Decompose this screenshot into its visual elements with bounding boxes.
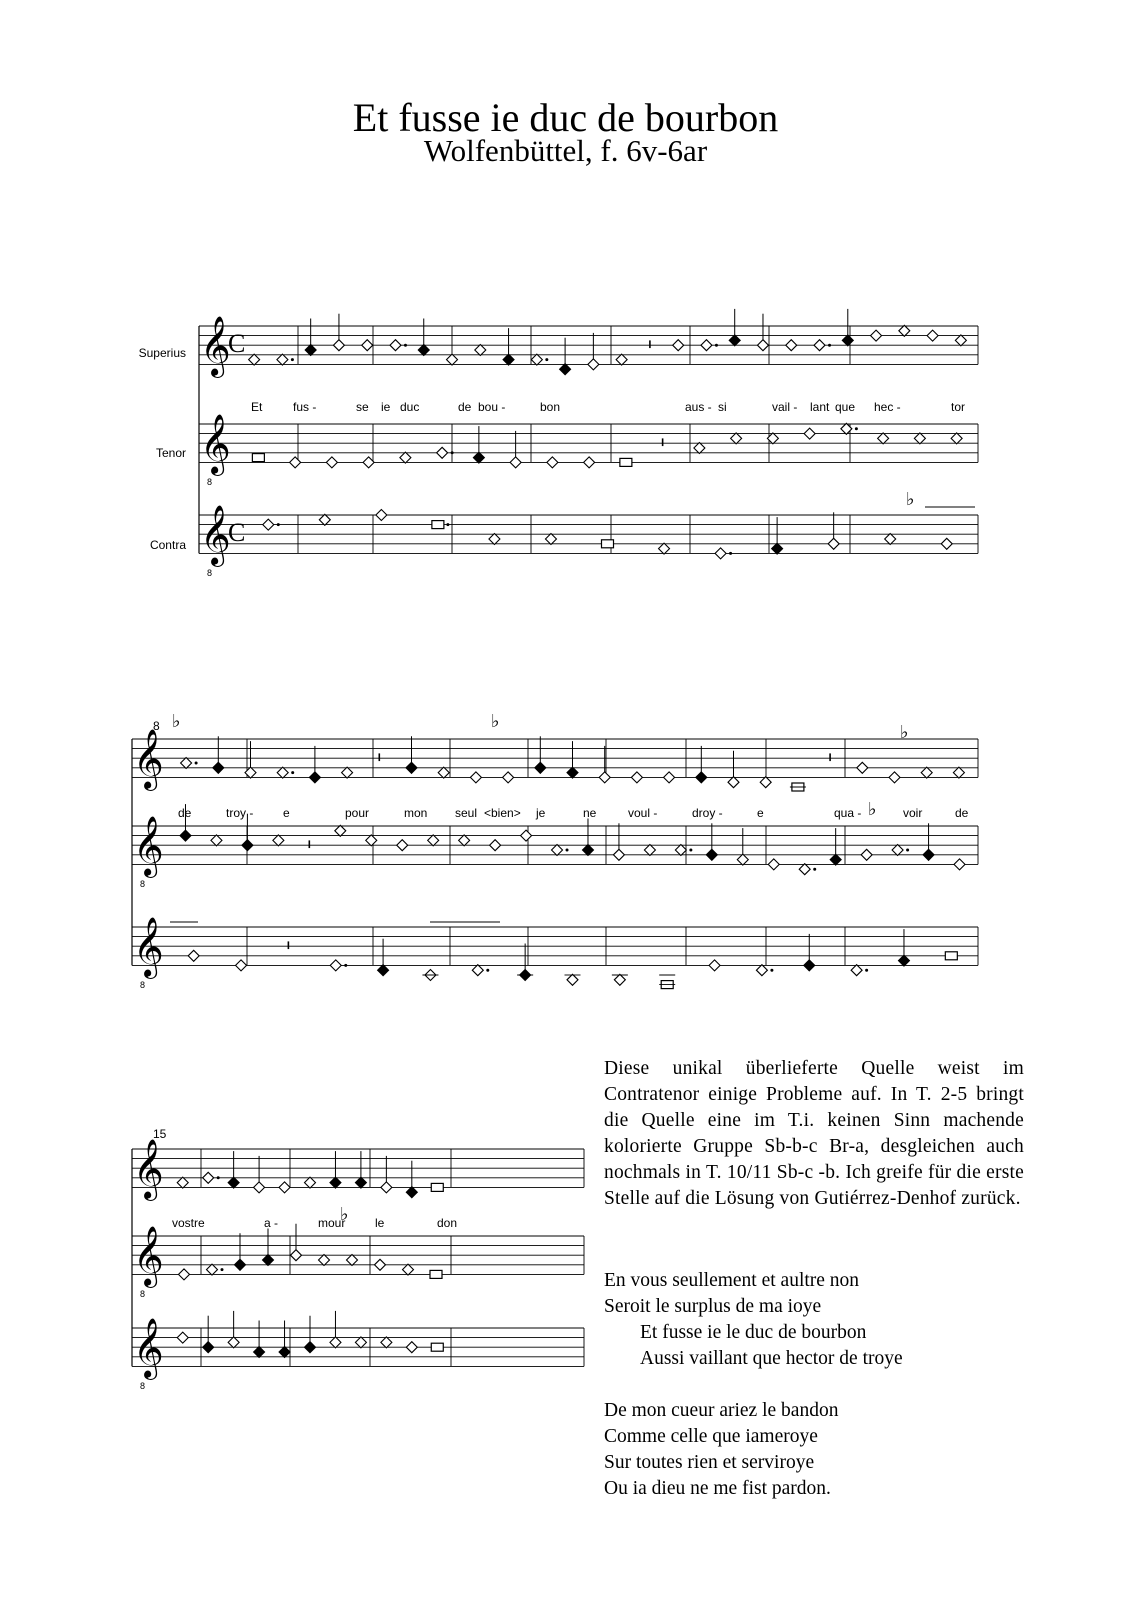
minim-note-filled	[180, 830, 191, 841]
dot	[277, 523, 280, 526]
semibreve-note	[470, 772, 481, 783]
semibreve-note	[236, 960, 247, 971]
lyric-syllable: bon	[540, 400, 561, 414]
semibreve-note	[644, 845, 655, 856]
page-subtitle: Wolfenbüttel, f. 6v-6ar	[423, 133, 708, 168]
semibreve-note	[878, 433, 889, 444]
lyric-syllable: droy -	[692, 806, 723, 820]
semibreve-note	[757, 340, 768, 351]
minim-note-filled	[923, 849, 934, 860]
semibreve-note	[489, 534, 500, 545]
octave-mark: 8	[140, 879, 146, 889]
semibreve-note	[326, 457, 337, 468]
dot	[566, 849, 569, 852]
poem-line: Comme celle que iameroye	[604, 1426, 818, 1447]
semibreve-note	[861, 849, 872, 860]
dot	[545, 358, 548, 361]
lyric-syllable: si	[718, 400, 727, 414]
semibreve-note	[277, 354, 288, 365]
semibreve-note	[381, 1182, 392, 1193]
octave-mark: 8	[207, 568, 213, 578]
semibreve-note	[584, 457, 595, 468]
semibreve-note	[673, 340, 684, 351]
semibreve-note	[631, 772, 642, 783]
dot	[906, 849, 909, 852]
semibreve-note	[177, 1177, 188, 1188]
measure-number-8: 8	[153, 719, 160, 733]
semibreve-note	[273, 835, 284, 846]
flat-icon: ♭	[900, 722, 909, 743]
semibreve-note	[552, 845, 563, 856]
voice-label-superius: Superius	[138, 346, 186, 360]
poem-line: Aussi vaillant que hector de troye	[640, 1348, 903, 1369]
minim-note-filled	[279, 1347, 290, 1358]
semibreve-note	[254, 1182, 265, 1193]
semibreve-note	[319, 1255, 330, 1266]
minim-note-filled	[418, 345, 429, 356]
semibreve-note	[291, 1250, 302, 1261]
minim-note-filled	[235, 1259, 246, 1270]
lyric-syllable: se	[356, 400, 369, 414]
semibreve-note	[941, 538, 952, 549]
lyric-syllable: seul	[455, 806, 478, 820]
minim-note-filled	[706, 849, 717, 860]
minim-note-filled	[560, 364, 571, 375]
minim-note-filled	[305, 1342, 316, 1353]
semibreve-note	[355, 1337, 366, 1348]
minim-note-filled	[228, 1177, 239, 1188]
dot	[344, 964, 347, 967]
lyric-syllable: bou -	[478, 400, 506, 414]
semibreve-note	[951, 433, 962, 444]
dot	[729, 552, 732, 555]
breve-note	[620, 458, 632, 466]
minim-note-filled	[203, 1342, 214, 1353]
octave-mark: 8	[140, 980, 146, 990]
semibreve-note	[510, 457, 521, 468]
voice-label-contra: Contra	[149, 538, 186, 552]
octave-mark: 8	[140, 1289, 146, 1299]
semibreve-note	[179, 1269, 190, 1280]
semibreve-note	[545, 534, 556, 545]
semibreve-note	[472, 965, 483, 976]
mensuration-c-icon: C	[228, 518, 246, 547]
poem-line: Ou ia dieu ne me fist pardon.	[604, 1478, 831, 1499]
breve-note	[430, 1270, 442, 1278]
breve-note	[945, 952, 957, 960]
semibreve-note	[756, 965, 767, 976]
semibreve-note	[381, 1337, 392, 1348]
semibreve-note	[613, 849, 624, 860]
lyric-syllable: je	[536, 806, 546, 820]
flat-icon: ♭	[172, 711, 181, 732]
minim-note-filled	[582, 845, 593, 856]
measure-number-15: 15	[153, 1127, 167, 1141]
lyric-syllable: de	[955, 806, 969, 820]
dot	[221, 1268, 224, 1271]
dot	[855, 427, 858, 430]
breve-note	[432, 521, 444, 529]
treble-clef-icon: 𝄞	[200, 414, 231, 474]
dot	[770, 969, 773, 972]
semibreve-note	[263, 519, 274, 530]
semibreve-note	[438, 767, 449, 778]
minim-note-filled	[213, 762, 224, 773]
semibreve-note	[614, 974, 625, 985]
minim-note-filled	[242, 840, 253, 851]
semibreve-note	[177, 1332, 188, 1343]
minim-note-filled	[729, 335, 740, 346]
semibreve-note	[437, 447, 448, 458]
treble-clef-icon: 𝄞	[133, 816, 164, 876]
flat-icon: ♭	[906, 489, 915, 510]
lyric-syllable: voir	[903, 806, 923, 820]
treble-clef-icon: 𝄞	[133, 917, 164, 977]
lyric-syllable: troy -	[226, 806, 254, 820]
minim-note-filled	[535, 762, 546, 773]
semibreve-note	[737, 854, 748, 865]
semibreve-note	[885, 534, 896, 545]
minim-note-filled	[406, 762, 417, 773]
semibreve-note	[403, 1264, 414, 1275]
semibreve-note	[330, 1337, 341, 1348]
semibreve-note	[203, 1172, 214, 1183]
semibreve-note	[319, 514, 330, 525]
lyric-syllable: qua -	[834, 806, 862, 820]
semibreve-note	[397, 840, 408, 851]
semibreve-note	[664, 772, 675, 783]
treble-clef-icon: 𝄞	[200, 316, 231, 376]
lyric-syllable: vail -	[772, 400, 798, 414]
lyric-syllable: fus -	[293, 400, 317, 414]
minim-note-filled	[567, 767, 578, 778]
flat-icon: ♭	[868, 799, 877, 820]
semibreve-note	[851, 965, 862, 976]
minim-note-filled	[842, 335, 853, 346]
semibreve-note	[249, 354, 260, 365]
semibreve-note	[290, 457, 301, 468]
flat-icon: ♭	[340, 1204, 349, 1225]
lyric-syllable: de	[458, 400, 472, 414]
semibreve-note	[228, 1337, 239, 1348]
semibreve-note	[599, 772, 610, 783]
minim-note-filled	[330, 1177, 341, 1188]
semibreve-note	[211, 835, 222, 846]
lyric-syllable: hec -	[874, 400, 901, 414]
lyric-syllable: ne	[583, 806, 597, 820]
dot	[446, 523, 449, 526]
lyric-syllable: <bien>	[484, 806, 521, 820]
minim-note-filled	[406, 1187, 417, 1198]
lyric-syllable: voul -	[628, 806, 658, 820]
semibreve-note	[342, 767, 353, 778]
semibreve-note	[804, 428, 815, 439]
octave-mark: 8	[207, 477, 213, 487]
semibreve-note	[277, 767, 288, 778]
breve-note	[252, 454, 264, 462]
semibreve-note	[871, 330, 882, 341]
semibreve-note	[475, 345, 486, 356]
voice-label-tenor: Tenor	[155, 446, 186, 460]
semibreve-note	[375, 1259, 386, 1270]
lyric-syllable: Et	[251, 400, 263, 414]
lyric-syllable: de	[178, 806, 192, 820]
dot	[217, 1176, 220, 1179]
semibreve-note	[363, 457, 374, 468]
semibreve-note	[768, 859, 779, 870]
dot	[404, 344, 407, 347]
lyric-syllable: don	[437, 1216, 458, 1230]
lyric-syllable: que	[835, 400, 856, 414]
semibreve-note	[899, 325, 910, 336]
semibreve-note	[659, 543, 670, 554]
semibreve-note	[814, 340, 825, 351]
lyric-syllable: mour	[318, 1216, 346, 1230]
lyric-syllable: lant	[810, 400, 830, 414]
semibreve-note	[390, 340, 401, 351]
semibreve-note	[567, 974, 578, 985]
semibreve-note	[347, 1255, 358, 1266]
semibreve-note	[701, 340, 712, 351]
semibreve-note	[181, 758, 192, 769]
lyric-syllable: aus -	[685, 400, 712, 414]
minim-note-filled	[473, 452, 484, 463]
semibreve-note	[799, 864, 810, 875]
semibreve-note	[330, 960, 341, 971]
semibreve-note	[490, 840, 501, 851]
dot	[828, 344, 831, 347]
semibreve-note	[927, 330, 938, 341]
page-title: Et fusse ie duc de bourbon	[352, 95, 779, 140]
poem-line: En vous seullement et aultre non	[604, 1270, 860, 1291]
dot	[195, 762, 198, 765]
minim-note-filled	[898, 955, 909, 966]
semibreve-note	[376, 510, 387, 521]
treble-clef-icon: 𝄞	[133, 729, 164, 789]
minim-note-filled	[696, 772, 707, 783]
minim-note-filled	[254, 1347, 265, 1358]
semibreve-note	[335, 825, 346, 836]
lyric-syllable: tor	[951, 400, 966, 414]
semibreve-note	[892, 845, 903, 856]
semibreve-note	[857, 762, 868, 773]
semibreve-note	[588, 359, 599, 370]
lyric-syllable: duc	[400, 400, 420, 414]
breve-note	[431, 1343, 443, 1351]
dot	[451, 451, 454, 454]
poem-line: Et fusse ie le duc de bourbon	[640, 1322, 867, 1343]
semibreve-note	[828, 538, 839, 549]
minim-note-filled	[263, 1255, 274, 1266]
semibreve-note	[503, 772, 514, 783]
dot	[715, 344, 718, 347]
minim-note-filled	[772, 543, 783, 554]
lyric-syllable: a -	[264, 1216, 279, 1230]
minim-note-filled	[355, 1177, 366, 1188]
lyric-syllable: e	[283, 806, 290, 820]
semibreve-note	[914, 433, 925, 444]
semibreve-note	[366, 835, 377, 846]
semibreve-note	[616, 354, 627, 365]
dot	[291, 358, 294, 361]
semibreve-note	[207, 1264, 218, 1275]
semibreve-note	[786, 340, 797, 351]
semibreve-note	[406, 1342, 417, 1353]
semibreve-note	[531, 354, 542, 365]
semibreve-note	[760, 777, 771, 788]
lyric-syllable: e	[757, 806, 764, 820]
minim-note-filled	[378, 965, 389, 976]
semibreve-note	[953, 767, 964, 778]
semibreve-note	[675, 845, 686, 856]
semibreve-note	[333, 340, 344, 351]
poem-line: Sur toutes rien et serviroye	[604, 1452, 815, 1473]
semibreve-note	[459, 835, 470, 846]
semibreve-note	[428, 835, 439, 846]
flat-icon: ♭	[491, 711, 500, 732]
lyric-syllable: le	[375, 1216, 385, 1230]
minim-note-filled	[309, 772, 320, 783]
commentary-text: Diese unikal überlieferte Quelle weist im Contratenor einige Probleme auf. In T. 2-5 bringt die Quelle eine im T.i. keinen Sinn machende kolorierte Gruppe Sb-b-c Br-a, desgleichen auch nochmals in T. 10/11 Sb-c -b. Ich greife für die erste Stelle auf die Lösung von Gutiérrez-Denhof zurück.	[604, 1058, 1024, 1209]
breve-note	[602, 540, 614, 548]
lyric-syllable: mon	[404, 806, 428, 820]
breve-note	[431, 1183, 443, 1191]
semibreve-note	[921, 767, 932, 778]
dot	[486, 969, 489, 972]
poem-line: Seroit le surplus de ma ioye	[604, 1296, 822, 1317]
semibreve-note	[362, 340, 373, 351]
semibreve-note	[547, 457, 558, 468]
semibreve-note	[400, 452, 411, 463]
poem-line: De mon cueur ariez le bandon	[604, 1400, 839, 1421]
semibreve-note	[731, 433, 742, 444]
octave-mark: 8	[140, 1381, 146, 1391]
lyric-syllable: pour	[345, 806, 370, 820]
semibreve-note	[447, 354, 458, 365]
treble-clef-icon: 𝄞	[133, 1318, 164, 1378]
dot	[865, 969, 868, 972]
semibreve-note	[715, 548, 726, 559]
poem-stanza-1	[604, 1268, 903, 1372]
treble-clef-icon: 𝄞	[133, 1139, 164, 1199]
semibreve-note	[521, 830, 532, 841]
treble-clef-icon: 𝄞	[133, 1226, 164, 1286]
semibreve-note	[694, 443, 705, 454]
minim-note-filled	[305, 345, 316, 356]
minim-note-filled	[503, 354, 514, 365]
lyric-syllable: vostre	[172, 1216, 205, 1230]
lyric-syllable: ie	[381, 400, 391, 414]
treble-clef-icon: 𝄞	[200, 505, 231, 565]
dot	[291, 771, 294, 774]
semibreve-note	[889, 772, 900, 783]
semibreve-note	[954, 859, 965, 870]
minim-note-filled	[804, 960, 815, 971]
semibreve-note	[955, 335, 966, 346]
minim-note-filled	[830, 854, 841, 865]
mensuration-c-icon: C	[228, 329, 246, 358]
semibreve-note	[709, 960, 720, 971]
semibreve-note	[728, 777, 739, 788]
semibreve-note	[279, 1182, 290, 1193]
semibreve-note	[305, 1177, 316, 1188]
dot	[689, 849, 692, 852]
semibreve-note	[188, 950, 199, 961]
dot	[813, 868, 816, 871]
poem-stanza-2	[604, 1398, 838, 1502]
